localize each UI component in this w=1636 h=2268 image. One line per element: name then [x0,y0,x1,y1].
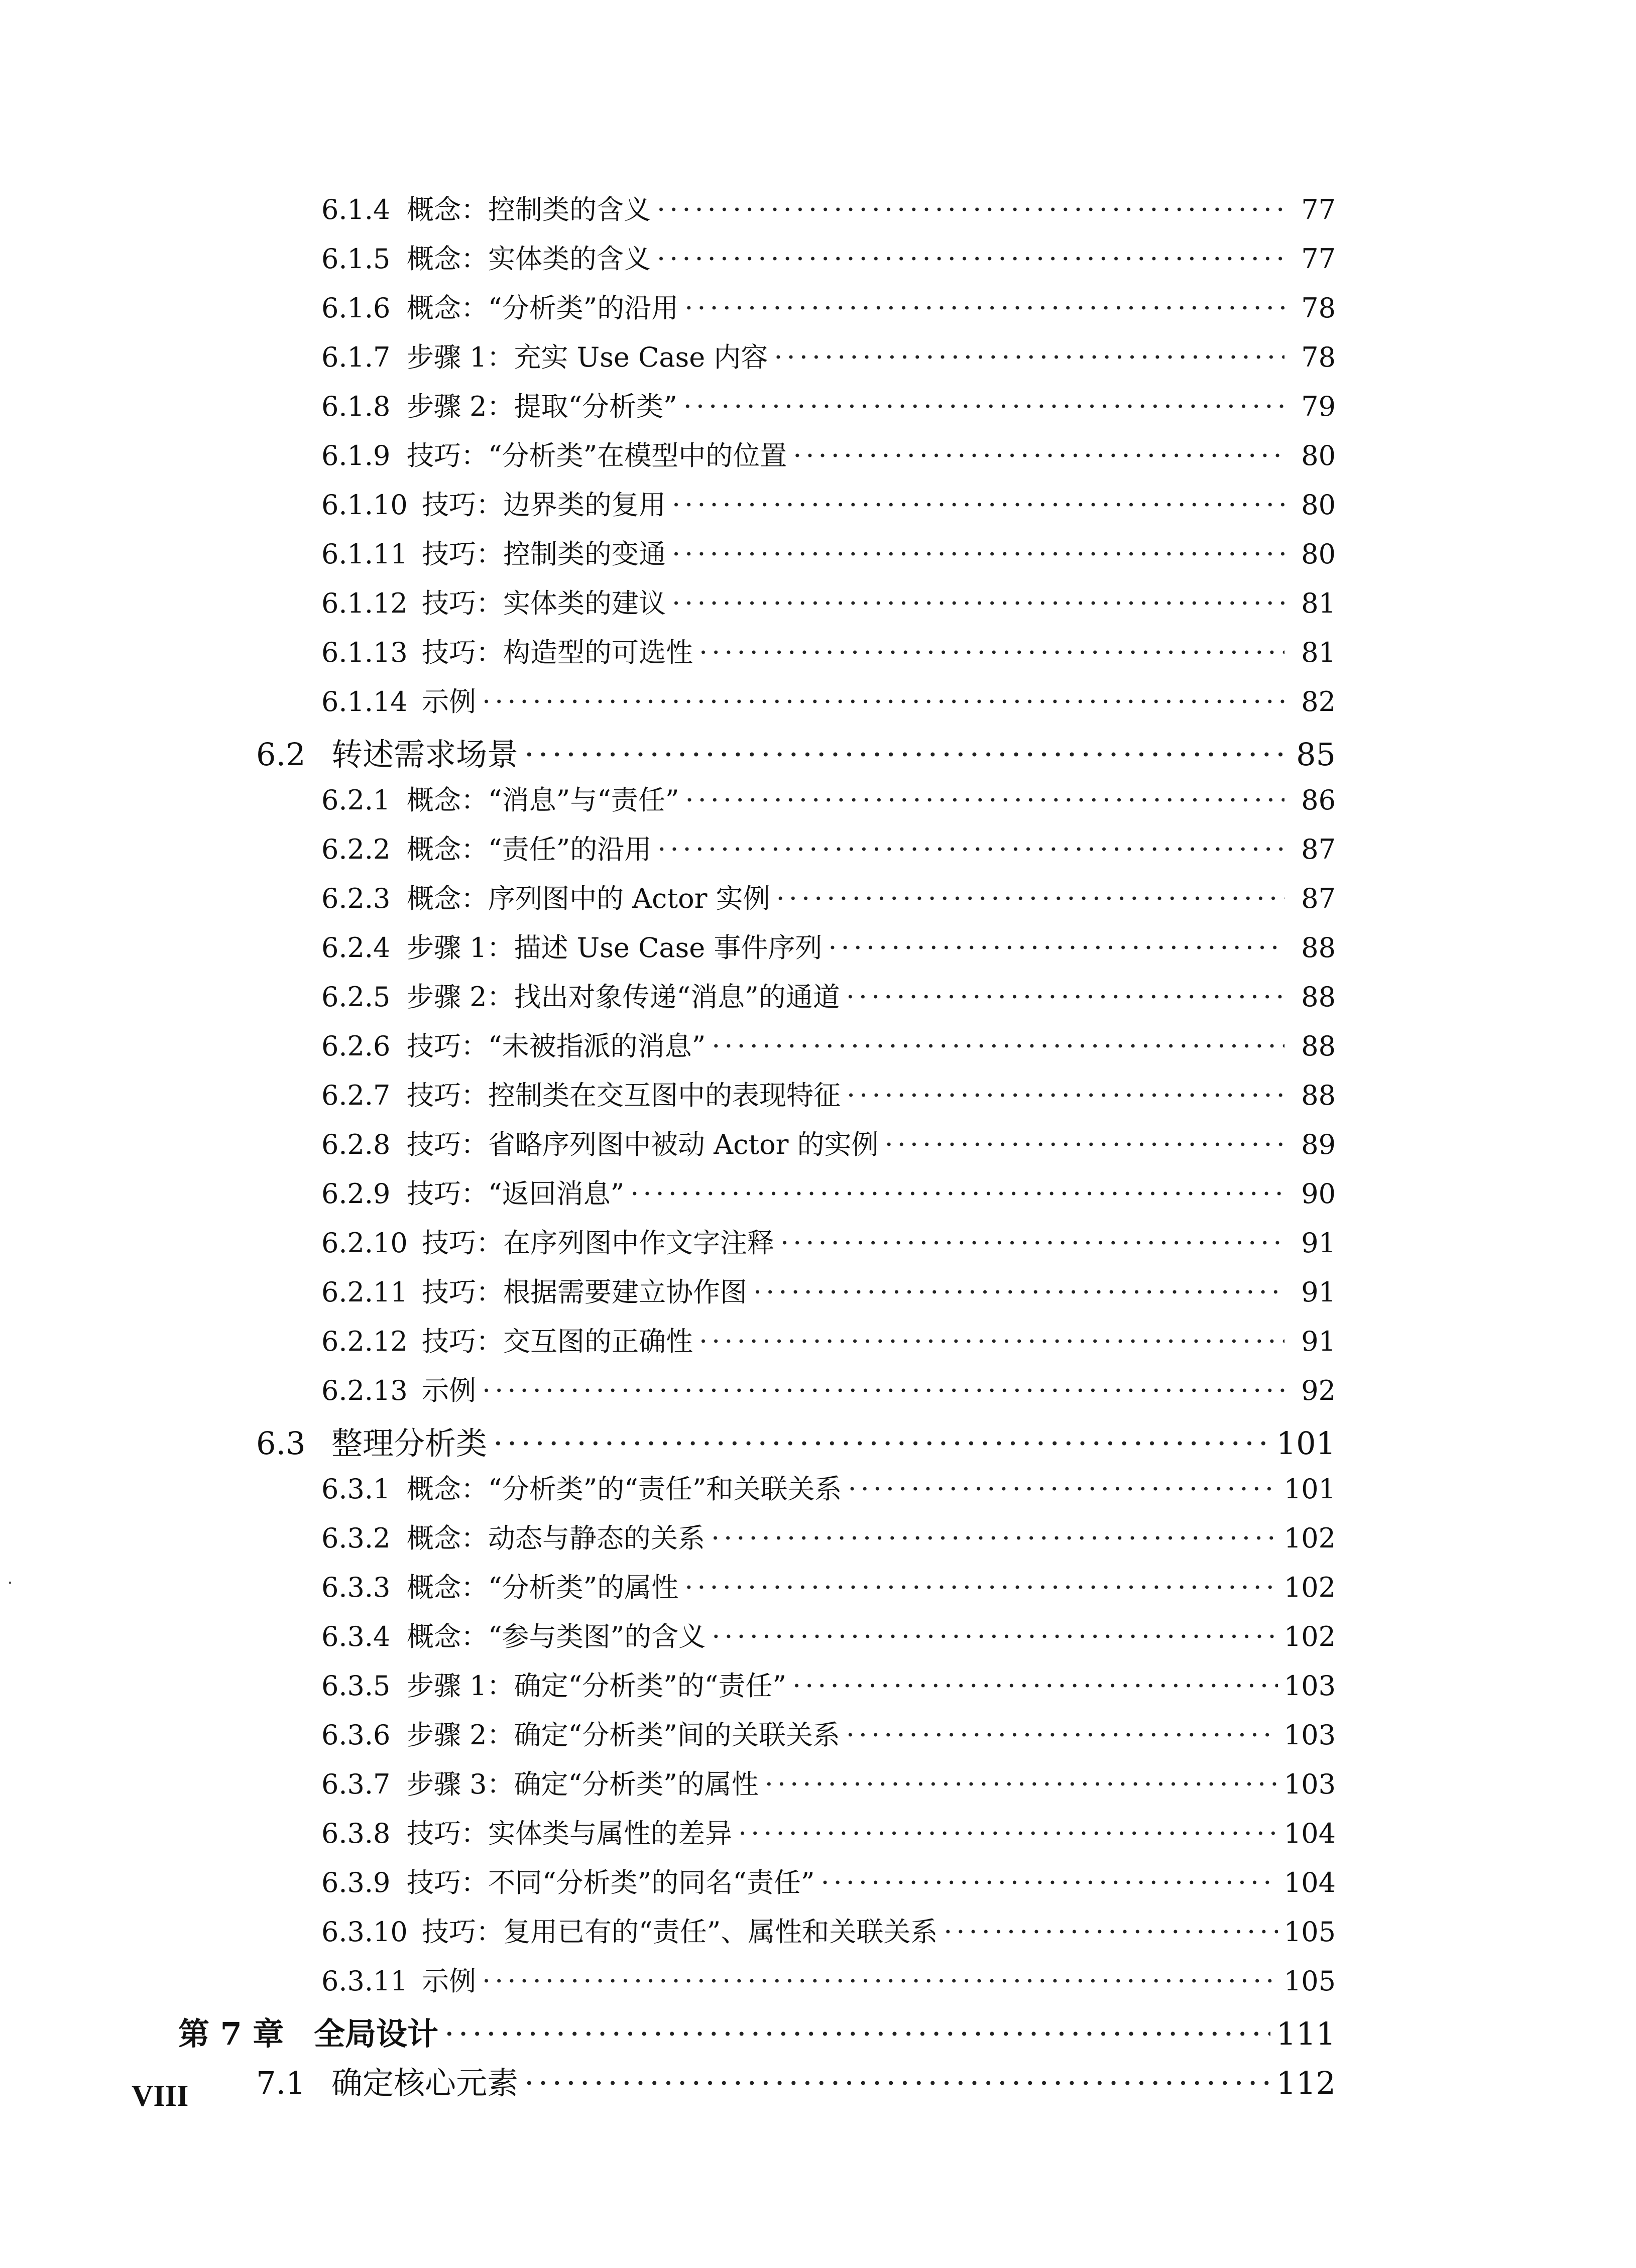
toc-entry-sub[interactable] [321,779,1336,823]
toc-dot-leader [753,1276,1284,1308]
toc-entry-number: 6.2.3 [321,883,391,914]
toc-entry-sub[interactable] [321,828,1336,872]
toc-entry-title: 概念：序列图中的 Actor 实例 [407,883,770,914]
toc-entry-page: 80 [1301,489,1336,521]
toc-entry-page: 91 [1301,1276,1336,1308]
toc-entry-title: 概念：动态与静态的关系 [407,1522,705,1554]
toc-entry-sub[interactable] [321,1566,1336,1610]
toc-entry-page: 103 [1283,1719,1336,1751]
toc-dot-leader [699,1326,1284,1357]
toc-entry-number: 6.3.11 [321,1965,408,1997]
scan-speck [9,1582,11,1584]
toc-entry-sec[interactable] [256,730,1336,774]
toc-entry-sub[interactable] [321,1861,1336,1905]
toc-entry-title: 确定核心元素 [331,2065,519,2101]
toc-entry-title: 技巧：省略序列图中被动 Actor 的实例 [407,1129,879,1160]
toc-entry-page: 78 [1301,341,1336,373]
toc-entry-page: 88 [1301,981,1336,1013]
toc-dot-leader [672,587,1284,619]
toc-entry-page: 90 [1301,1178,1336,1210]
toc-entry-number: 6.3.3 [321,1572,391,1603]
toc-dot-leader [482,1375,1284,1406]
toc-dot-leader [684,1572,1278,1603]
toc-entry-sub[interactable] [321,1222,1336,1266]
toc-entry-sub[interactable] [321,1763,1336,1807]
toc-entry-number: 6.2.9 [321,1178,391,1210]
toc-dot-leader [657,194,1284,225]
toc-entry-number: 6.3.7 [321,1768,391,1800]
toc-entry-sub[interactable] [321,287,1336,331]
toc-entry-title: 技巧：实体类的建议 [422,587,666,619]
toc-entry-sec[interactable] [256,1418,1336,1463]
toc-entry-number: 6.3.6 [321,1719,391,1751]
toc-dot-leader [885,1129,1284,1160]
toc-entry-number: 6.2.4 [321,932,391,964]
toc-entry-page: 91 [1301,1326,1336,1357]
toc-dot-leader [712,1621,1278,1652]
toc-entry-page: 111 [1276,2015,1336,2052]
toc-dot-leader [738,1818,1278,1849]
toc-entry-sub[interactable] [321,877,1336,921]
toc-entry-title: 步骤 2：确定“分析类”间的关联关系 [407,1719,840,1751]
toc-entry-number: 6.2 [256,736,306,773]
toc-entry-sub[interactable] [321,1369,1336,1413]
toc-entry-number: 6.1.7 [321,341,391,373]
toc-entry-page: 91 [1301,1227,1336,1259]
toc-entry-sub[interactable] [321,1074,1336,1118]
toc-entry-page: 78 [1301,292,1336,324]
toc-entry-title: 概念：“消息”与“责任” [407,784,679,816]
toc-entry-sub[interactable] [321,1960,1336,2004]
toc-entry-sub[interactable] [321,976,1336,1020]
toc-entry-page: 103 [1283,1768,1336,1800]
toc-entry-title: 概念：实体类的含义 [407,243,651,275]
toc-entry-number: 6.2.13 [321,1375,408,1406]
toc-entry-page: 101 [1276,1425,1336,1462]
page-number-folio: VIII [132,2079,189,2112]
toc-entry-sub[interactable] [321,1664,1336,1709]
toc-entry-title: 全局设计 [314,2015,439,2052]
toc-entry-number: 6.3.9 [321,1867,391,1898]
toc-dot-leader [821,1867,1277,1898]
toc-entry-page: 81 [1301,637,1336,668]
toc-entry-number: 6.3.2 [321,1522,391,1554]
toc-entry-page: 79 [1301,391,1336,422]
toc-entry-number: 6.1.4 [321,194,391,225]
toc-entry-number: 6.1.10 [321,489,408,521]
toc-entry-number: 6.1.9 [321,440,391,471]
toc-entry-title: 步骤 3：确定“分析类”的属性 [407,1768,759,1800]
toc-entry-title: 技巧：边界类的复用 [422,489,666,521]
toc-dot-leader [765,1768,1278,1800]
toc-entry-number: 第 7 章 [178,2015,284,2052]
toc-entry-number: 6.1.13 [321,637,408,668]
toc-entry-sub[interactable] [321,631,1336,675]
toc-dot-leader [712,1030,1284,1062]
toc-entry-sub[interactable] [321,434,1336,479]
toc-entry-sub[interactable] [321,582,1336,626]
toc-entry-number: 6.3.8 [321,1818,391,1849]
toc-entry-title: 技巧：构造型的可选性 [422,637,693,668]
toc-entry-number: 6.3.10 [321,1916,408,1948]
toc-entry-title: 概念：“责任”的沿用 [407,833,652,865]
toc-entry-page: 87 [1301,833,1336,865]
toc-entry-title: 步骤 2：提取“分析类” [407,391,677,422]
toc-entry-title: 技巧：实体类与属性的差异 [407,1818,732,1849]
toc-entry-title: 技巧：“返回消息” [407,1178,625,1210]
toc-entry-title: 技巧：根据需要建立协作图 [422,1276,747,1308]
toc-entry-number: 7.1 [256,2065,306,2101]
toc-entry-page: 101 [1283,1473,1336,1505]
toc-entry-sub[interactable] [321,237,1336,282]
toc-entry-page: 89 [1301,1129,1336,1160]
toc-entry-sub[interactable] [321,680,1336,725]
toc-entry-page: 88 [1301,1080,1336,1111]
toc-entry-sub[interactable] [321,1025,1336,1069]
toc-entry-sub[interactable] [321,1172,1336,1217]
toc-entry-page: 102 [1283,1572,1336,1603]
toc-dot-leader [493,1425,1270,1462]
toc-entry-sub[interactable] [321,926,1336,971]
toc-entry-title: 整理分析类 [331,1425,488,1462]
toc-dot-leader [657,833,1284,865]
toc-entry-number: 6.2.6 [321,1030,391,1062]
toc-entry-sub[interactable] [321,188,1336,232]
toc-entry-sub[interactable] [321,1911,1336,1955]
toc-entry-title: 步骤 1：确定“分析类”的“责任” [407,1670,786,1702]
toc-entry-title: 技巧：控制类的变通 [422,538,666,570]
toc-entry-title: 概念：“分析类”的“责任”和关联关系 [407,1473,842,1505]
toc-entry-number: 6.2.1 [321,784,391,816]
toc-entry-title: 示例 [422,686,476,718]
toc-dot-leader [482,686,1284,718]
toc-dot-leader [699,637,1284,668]
toc-entry-title: 技巧：控制类在交互图中的表现特征 [407,1080,841,1111]
toc-dot-leader [846,1719,1278,1751]
toc-entry-title: 技巧：复用已有的“责任”、属性和关联关系 [422,1916,938,1948]
toc-entry-number: 6.2.5 [321,981,391,1013]
toc-entry-chap[interactable] [178,2009,1336,2053]
toc-dot-leader [792,1670,1278,1702]
toc-entry-title: 概念：“分析类”的沿用 [407,292,679,324]
toc-entry-sub[interactable] [321,385,1336,429]
toc-entry-number: 6.2.11 [321,1276,408,1308]
toc-entry-number: 6.3 [256,1425,306,1462]
toc-entry-title: 技巧：交互图的正确性 [422,1326,693,1357]
toc-dot-leader [524,2065,1270,2101]
toc-entry-title: 步骤 1：充实 Use Case 内容 [407,341,768,373]
toc-dot-leader [657,243,1284,275]
toc-dot-leader [847,1080,1284,1111]
toc-dot-leader [630,1178,1284,1210]
toc-entry-page: 80 [1301,538,1336,570]
toc-entry-title: 示例 [422,1965,476,1997]
toc-dot-leader [685,784,1284,816]
toc-entry-page: 77 [1301,243,1336,275]
toc-entry-page: 102 [1283,1522,1336,1554]
toc-entry-title: 概念：控制类的含义 [407,194,651,225]
toc-entry-sub[interactable] [321,1714,1336,1758]
toc-dot-leader [828,932,1284,964]
toc-entry-page: 77 [1301,194,1336,225]
toc-entry-page: 105 [1283,1916,1336,1948]
toc-entry-number: 6.2.12 [321,1326,408,1357]
toc-entry-page: 87 [1301,883,1336,914]
toc-entry-number: 6.2.7 [321,1080,391,1111]
toc-entry-number: 6.2.8 [321,1129,391,1160]
toc-entry-number: 6.2.10 [321,1227,408,1259]
toc-entry-number: 6.1.11 [321,538,408,570]
toc-entry-title: 步骤 2：找出对象传递“消息”的通道 [407,981,840,1013]
toc-entry-page: 88 [1301,932,1336,964]
toc-dot-leader [672,489,1284,521]
toc-entry-number: 6.1.14 [321,686,408,718]
toc-entry-number: 6.2.2 [321,833,391,865]
toc-entry-sub[interactable] [321,1320,1336,1364]
toc-dot-leader [683,391,1284,422]
toc-entry-sec[interactable] [256,2058,1336,2102]
toc-entry-number: 6.3.1 [321,1473,391,1505]
toc-dot-leader [846,981,1284,1013]
toc-entry-number: 6.3.5 [321,1670,391,1702]
toc-entry-page: 103 [1283,1670,1336,1702]
toc-entry-sub[interactable] [321,336,1336,380]
toc-dot-leader [848,1473,1277,1505]
toc-dot-leader [774,341,1284,373]
toc-entry-number: 6.1.6 [321,292,391,324]
toc-entry-title: 技巧：“未被指派的消息” [407,1030,706,1062]
toc-dot-leader [793,440,1284,471]
toc-entry-sub[interactable] [321,1468,1336,1512]
toc-entry-page: 81 [1301,587,1336,619]
toc-entry-sub[interactable] [321,1517,1336,1561]
toc-entry-number: 6.1.12 [321,587,408,619]
toc-entry-number: 6.1.5 [321,243,391,275]
toc-dot-leader [482,1965,1278,1997]
toc-entry-page: 104 [1283,1818,1336,1849]
toc-entry-page: 88 [1301,1030,1336,1062]
toc-entry-sub[interactable] [321,484,1336,528]
toc-entry-number: 6.1.8 [321,391,391,422]
toc-entry-title: 技巧：在序列图中作文字注释 [422,1227,774,1259]
toc-dot-leader [524,736,1284,773]
toc-entry-title: 概念：“分析类”的属性 [407,1572,679,1603]
toc-entry-title: 转述需求场景 [331,736,519,773]
toc-entry-sub[interactable] [321,533,1336,577]
toc-dot-leader [780,1227,1284,1259]
toc-entry-title: 步骤 1：描述 Use Case 事件序列 [407,932,823,964]
toc-dot-leader [672,538,1284,570]
toc-entry-sub[interactable] [321,1812,1336,1856]
toc-entry-page: 92 [1301,1375,1336,1406]
toc-entry-sub[interactable] [321,1271,1336,1315]
toc-entry-page: 85 [1296,736,1336,773]
toc-entry-sub[interactable] [321,1123,1336,1167]
toc-entry-title: 技巧：不同“分析类”的同名“责任” [407,1867,815,1898]
toc-entry-number: 6.3.4 [321,1621,391,1652]
toc-entry-page: 112 [1276,2065,1336,2101]
toc-entry-page: 86 [1301,784,1336,816]
toc-entry-title: 技巧：“分析类”在模型中的位置 [407,440,787,471]
toc-dot-leader [711,1522,1278,1554]
toc-dot-leader [944,1916,1278,1948]
toc-dot-leader [444,2015,1270,2052]
toc-entry-title: 概念：“参与类图”的含义 [407,1621,706,1652]
toc-entry-page: 82 [1301,686,1336,718]
toc-entry-title: 示例 [422,1375,476,1406]
toc-entry-page: 105 [1283,1965,1336,1997]
toc-dot-leader [684,292,1284,324]
toc-entry-page: 80 [1301,440,1336,471]
toc-dot-leader [776,883,1284,914]
toc-entry-page: 102 [1283,1621,1336,1652]
toc-entry-sub[interactable] [321,1615,1336,1659]
toc-entry-page: 104 [1283,1867,1336,1898]
